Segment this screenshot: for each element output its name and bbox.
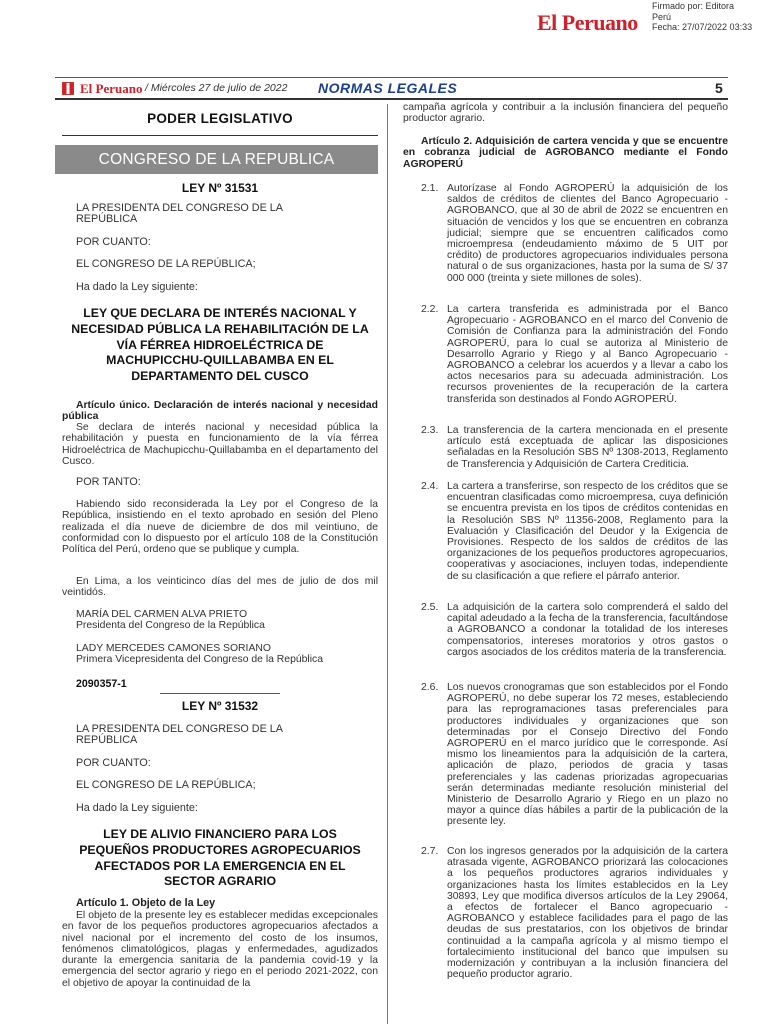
law2-article-body: El objeto de la presente ley es establecer medidas excepcionales en favor de los pequeños productores agropecuarios afectados a nivel nacional por el incremento del costo de los insumos, fenómenos climatológicos, plagas y enfermedades, agudizados durante la emergencia sanitaria de la pandemia covid-19 y la emergencia del sector agrario y riego en el periodo 2021-2022, con el objetivo de apoyar la continuidad de la	[62, 910, 378, 989]
signed-country: Perú	[652, 11, 672, 22]
law2-title: LEY DE ALIVIO FINANCIERO PARA LOS PEQUEÑOS PRODUCTORES AGROPECUARIOS AFECTADOS POR LA EMERGENCIA EN EL SECTOR AGRARIO	[79, 827, 361, 889]
article-body: Se declara de interés nacional y necesidad pública la rehabilitación y puesta en funcionamiento de la vía férrea Hidroeléctrica de Machupicchu-Quillabamba en el departamento del Cusco.	[62, 422, 378, 467]
item-number: 2.3.	[421, 425, 439, 436]
list-item	[403, 183, 728, 284]
law2-preamble-congress: EL CONGRESO DE LA REPÚBLICA;	[76, 779, 256, 791]
congress-banner: CONGRESO DE LA REPUBLICA	[55, 145, 378, 174]
item-number: 2.2.	[421, 304, 439, 315]
law2-preamble-ha-dado: Ha dado la Ley siguiente:	[76, 802, 198, 814]
place-date-text: En Lima, a los veinticinco días del mes de julio de dos mil veintidós.	[62, 576, 378, 599]
item-text: Autorízase al Fondo AGROPERÚ la adquisición de los saldos de créditos de clientes del Banco Agropecuario - AGROBANCO, que al 30 de abril de 2022 se encuentren en situación de vencidos y los que se encuentren en cobranza judicial; siempre que se encuentren calificados como microempresa (endeudamiento máximo de 5 UIT por crédito) de productores agropecuarios individuales persona natural o de sus organizaciones, hasta por la suma de S/ 37 000 000 (treinta y siete millones de soles).	[447, 183, 728, 284]
item-number: 2.7.	[421, 846, 439, 857]
item-text: La cartera transferida es administrada por el Banco Agropecuario - AGROBANCO en el marco del Convenio de Comisión de Confianza para la administración del Fondo AGROPERÚ, para lo cual se autoriza al Ministerio de Desarrollo Agrario y Riego y al Banco Agropecuario - AGROBANCO a celebrar los acuerdos y a llevar a cabo los actos necesarios para su adecuada administración. Los recursos provenientes de la recuperación de la cartera transferida son destinados al Fondo AGROPERÚ.	[447, 304, 728, 405]
law-preamble-por-cuanto: POR CUANTO:	[76, 236, 151, 248]
article-heading-text: Artículo único. Declaración de interés nacional y necesidad pública	[62, 400, 378, 423]
continuation-text: campaña agrícola y contribuir a la inclusión financiera del pequeño productor agrario.	[403, 102, 728, 125]
signatory-1-name: MARÍA DEL CARMEN ALVA PRIETO	[76, 609, 248, 620]
signed-date: Fecha: 27/07/2022 03:33	[652, 22, 753, 32]
law-separator-rule	[160, 693, 280, 694]
header-bottom-rule	[55, 98, 728, 100]
item-number: 2.6.	[421, 682, 439, 693]
digital-signature-stamp	[652, 1, 752, 33]
law-preamble-president: LA PRESIDENTA DEL CONGRESO DE LA REPÚBLICA	[76, 202, 283, 225]
header-top-rule	[55, 77, 728, 78]
header-logo: El Peruano	[80, 81, 143, 96]
section-title: PODER LEGISLATIVO	[147, 111, 293, 126]
section-rule	[62, 135, 378, 136]
item-number: 2.5.	[421, 602, 439, 613]
item-text: La cartera a transferirse, son respecto de los créditos que se encuentran clasificadas como microempresa, cuya definición se encuentra prevista en los tipos de créditos contenidas en la Resolución SBS Nº 11356-2008, Reglamento para la Evaluación y Clasificación del Deudor y la Exigencia de Provisiones. Respecto de los saldos de créditos de las organizaciones de los pequeños productores agropecuarios, cooperativas y asociaciones, incluyen todas, independiente de su clasificación a que refiere el párrafo anterior.	[447, 481, 728, 582]
list-item	[403, 602, 728, 658]
peru-flag-icon	[62, 82, 74, 95]
signatory-2-role: Primera Vicepresidenta del Congreso de la República	[76, 654, 324, 665]
law2-preamble-por-cuanto: POR CUANTO:	[76, 757, 151, 769]
signed-by: Firmado por: Editora	[652, 1, 735, 11]
list-item	[403, 425, 728, 470]
law-title: LEY QUE DECLARA DE INTERÉS NACIONAL Y NECESIDAD PÚBLICA LA REHABILITACIÓN DE LA VÍA FÉRREA HIDROELÉCTRICA DE MACHUPICCHU-QUILLABAMBA EN EL DEPARTAMENTO DEL CUSCO	[71, 306, 369, 384]
header-section-name: NORMAS LEGALES	[318, 80, 458, 96]
law2-article-heading: Artículo 1. Objeto de la Ley	[76, 897, 216, 909]
list-item	[403, 481, 728, 582]
item-text: Con los ingresos generados por la adquisición de la cartera atrasada vigente, AGROBANCO priorizará las colocaciones a los pequeños productores agrarios individuales y organizaciones hasta los límites establecidos en la Ley 30893, Ley que modifica diversos artículos de la Ley 29064, a efectos de fortalecer el Banco agropecuario - AGROBANCO y establece facilidades para el pago de las deudas de sus prestatarios, con los objetivos de brindar continuidad a la campaña agrícola y al mismo tiempo el fortalecimiento institucional del banco que impulsen su modernización y contribuyan a la inclusión financiera del pequeño productor agrario.	[447, 846, 728, 981]
signatory-2-name: LADY MERCEDES CAMONES SORIANO	[76, 643, 271, 654]
el-peruano-stamp-logo: El Peruano	[537, 10, 638, 35]
law2-preamble-president: LA PRESIDENTA DEL CONGRESO DE LA REPÚBLICA	[76, 723, 283, 746]
header-date: / Miércoles 27 de julio de 2022	[145, 82, 288, 94]
item-number: 2.4.	[421, 481, 439, 492]
item-text: Los nuevos cronogramas que son establecidos por el Fondo AGROPERÚ, no debe superar los 72 meses, estableciendo para las reprogramaciones tasas preferenciales para productores individuales y organizaciones que son determinadas por el Consejo Directivo del Fondo AGROPERÚ en el marco jurídico que le corresponde. Así mismo los lineamientos para la adquisición de la cartera, aplicación de plazo, periodos de gracia y tasas preferenciales y las cadenas priorizadas agropecuarias serán determinadas mediante resolución ministerial del Ministerio de Desarrollo Agrario y Riego en un plazo no mayor a quince días hábiles a partir de la publicación de la presente ley.	[447, 682, 728, 828]
item-text: La transferencia de la cartera mencionada en el presente artículo está exceptuada de aplicar las disposiciones señaladas en la Resolución SBS Nº 1308-2013, Reglamento de Transferencia y Adquisición de Cartera Crediticia.	[447, 425, 728, 470]
law-number: LEY Nº 31531	[181, 181, 259, 195]
promulgation-text: Habiendo sido reconsiderada la Ley por el Congreso de la República, insistiendo en el texto aprobado en sesión del Pleno realizada el día nueve de diciembre de dos mil veintiuno, de conformidad con lo dispuesto por el artículo 108 de la Constitución Política del Perú, ordeno que se publique y cumpla.	[62, 499, 378, 556]
page-number: 5	[715, 80, 723, 96]
article2-heading: Artículo 2. Adquisición de cartera vencida y que se encuentre en cobranza judicial de AGROBANCO mediante el Fondo AGROPERÚ	[403, 136, 728, 170]
item-number: 2.1.	[421, 183, 439, 194]
por-tanto: POR TANTO:	[76, 476, 141, 488]
publication-code: 2090357-1	[76, 678, 127, 690]
law-number-2: LEY Nº 31532	[181, 699, 259, 713]
list-item	[403, 846, 728, 980]
article-heading	[62, 400, 378, 423]
law-preamble-congress: EL CONGRESO DE LA REPÚBLICA;	[76, 258, 256, 270]
signatory-1-role: Presidenta del Congreso de la República	[76, 620, 265, 631]
column-separator	[387, 104, 388, 1024]
list-item	[403, 304, 728, 405]
item-text: La adquisición de la cartera solo comprenderá el saldo del capital adeudado a la fecha de la transferencia, facultándose a AGROBANCO a condonar la totalidad de los intereses compensatorios, intereses moratorios y otros gastos o cargos asociados de los créditos materia de la transferencia.	[447, 602, 728, 658]
law-preamble-ha-dado: Ha dado la Ley siguiente:	[76, 281, 198, 293]
list-item	[403, 682, 728, 828]
